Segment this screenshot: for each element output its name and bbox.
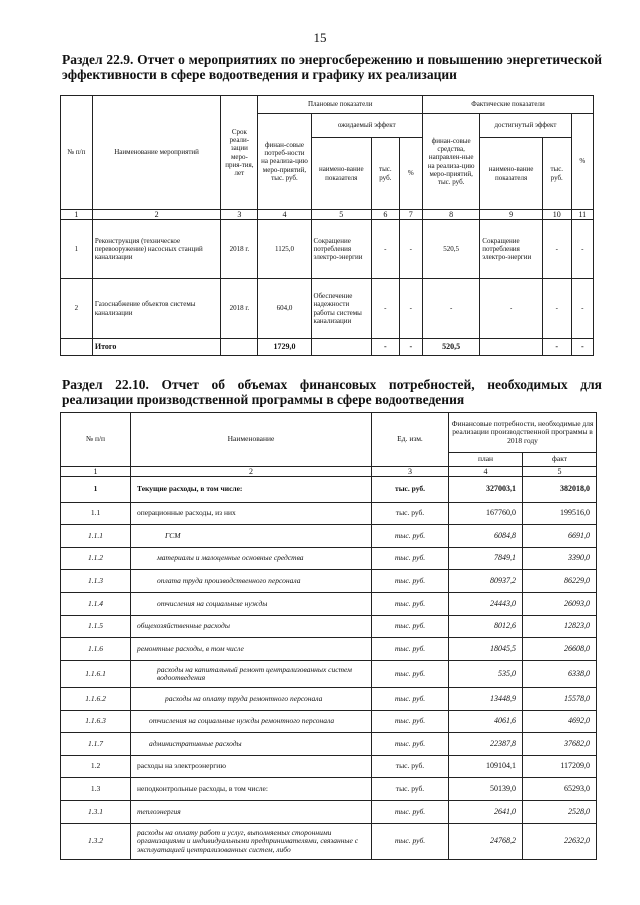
row-name: расходы на оплату труда ремонтного персонала [131, 688, 372, 711]
table-row [61, 593, 597, 616]
row-num: 1.1.1 [61, 525, 131, 548]
row-term: 2018 г. [221, 279, 258, 339]
row-num: 1.3 [61, 778, 131, 801]
header-percent: % [399, 138, 422, 210]
row-unit: тыс. руб. [372, 733, 449, 756]
header-num: № п/п [61, 96, 93, 210]
table-row [61, 688, 597, 711]
section-22-10-title: Раздел 22.10. Отчет об объемах финансовых потребностей, необходимых для реализации производственной программы в сфере водоотведения [62, 377, 602, 407]
row-name: теплоэнергия [131, 801, 372, 824]
table-row [61, 824, 597, 860]
row-name: расходы на оплату работ и услуг, выполняемых сторонними организациями и индивидуальными предпринимателями, связанные с эксплуатацией централизованных систем, либо [131, 824, 372, 860]
header-name: Наименование [131, 413, 372, 467]
row-fact: 3390,0 [523, 548, 597, 570]
row-plan-fin: 604,0 [258, 279, 311, 339]
table-row [61, 661, 597, 688]
row-plan: 327003,1 [449, 477, 523, 503]
row-fact: 382018,0 [523, 477, 597, 503]
row-fact: 6691,0 [523, 525, 597, 548]
total-plan-fin: 1729,0 [258, 339, 311, 356]
row-fact: 12823,0 [523, 616, 597, 638]
row-num: 1.1 [61, 503, 131, 525]
row-unit: тыс. руб. [372, 570, 449, 593]
row-num: 1.1.5 [61, 616, 131, 638]
row-plan: 535,0 [449, 661, 523, 688]
row-plan-indicator: Обеспечение надежности работы системы канализации [311, 279, 372, 339]
total-plan-rub: - [372, 339, 400, 356]
total-row [61, 339, 594, 356]
row-unit: тыс. руб. [372, 616, 449, 638]
row-name: отчисления на социальные нужды [131, 593, 372, 616]
table-row [61, 801, 597, 824]
row-plan: 7849,1 [449, 548, 523, 570]
row-unit: тыс. руб. [372, 638, 449, 661]
row-unit: тыс. руб. [372, 711, 449, 733]
row-num: 1.1.2 [61, 548, 131, 570]
row-fact: 65293,0 [523, 778, 597, 801]
table-row [61, 616, 597, 638]
row-fact: 199516,0 [523, 503, 597, 525]
row-unit: тыс. руб. [372, 778, 449, 801]
row-name: расходы на электроэнергию [131, 756, 372, 778]
table-row [61, 711, 597, 733]
row-fact-pct: - [571, 220, 593, 279]
row-num: 2 [61, 279, 93, 339]
table-row [61, 279, 594, 339]
row-num: 1.1.6.1 [61, 661, 131, 688]
header-name: Наименование мероприятий [92, 96, 220, 210]
row-plan: 24443,0 [449, 593, 523, 616]
row-fact: 86229,0 [523, 570, 597, 593]
row-unit: тыс. руб. [372, 661, 449, 688]
row-plan: 167760,0 [449, 503, 523, 525]
column-number: 10 [542, 210, 571, 220]
row-fact-fin: 520,5 [422, 220, 479, 279]
header-percent-fact: % [571, 114, 593, 210]
column-number: 2 [131, 467, 372, 477]
column-number: 6 [372, 210, 400, 220]
total-fact-fin: 520,5 [422, 339, 479, 356]
row-fact-indicator: Сокращение потребления электро-энергии [480, 220, 543, 279]
row-fact: 37682,0 [523, 733, 597, 756]
row-plan: 109104,1 [449, 756, 523, 778]
header-plan-group: Плановые показатели [258, 96, 423, 114]
total-label: Итого [92, 339, 220, 356]
column-number: 9 [480, 210, 543, 220]
row-num: 1 [61, 477, 131, 503]
row-fact-rub: - [542, 220, 571, 279]
row-unit: тыс. руб. [372, 688, 449, 711]
row-name: Реконструкция (техническое перевооружение) насосных станций канализации [92, 220, 220, 279]
row-name: расходы на капитальный ремонт централизованных систем водоотведения [131, 661, 372, 688]
table-row [61, 477, 597, 503]
section-22-9-title: Раздел 22.9. Отчет о мероприятиях по энергосбережению и повышению энергетической эффективности в сфере водоотведения и графику их реализации [62, 52, 602, 82]
column-number: 5 [311, 210, 372, 220]
total-fact-pct: - [571, 339, 593, 356]
column-number: 1 [61, 210, 93, 220]
column-number: 4 [449, 467, 523, 477]
header-term: Срок реали-зации меро-прия-тия, лет [221, 96, 258, 210]
row-name: оплата труда производственного персонала [131, 570, 372, 593]
row-term: 2018 г. [221, 220, 258, 279]
row-num: 1.3.1 [61, 801, 131, 824]
row-num: 1.1.6 [61, 638, 131, 661]
row-num: 1 [61, 220, 93, 279]
header-ind-name-fact: наимено-вание показателя [480, 138, 543, 210]
row-plan: 24768,2 [449, 824, 523, 860]
row-fact: 2528,0 [523, 801, 597, 824]
header-fact-fin: финан-совые средства, направлен-ные на реализа-цию меро-приятий, тыс. руб. [422, 114, 479, 210]
header-unit: Ед. изм. [372, 413, 449, 467]
row-name: ремонтные расходы, в том числе [131, 638, 372, 661]
row-name: административные расходы [131, 733, 372, 756]
row-name: Газоснабжение объектов системы канализации [92, 279, 220, 339]
table-row [61, 570, 597, 593]
row-plan: 22387,8 [449, 733, 523, 756]
header-ind-name: наимено-вание показателя [311, 138, 372, 210]
row-fact: 4692,0 [523, 711, 597, 733]
row-fact-pct: - [571, 279, 593, 339]
row-name: отчисления на социальные нужды ремонтного персонала [131, 711, 372, 733]
row-plan: 4061,6 [449, 711, 523, 733]
row-plan: 18045,5 [449, 638, 523, 661]
total-plan-pct: - [399, 339, 422, 356]
row-num: 1.1.3 [61, 570, 131, 593]
row-num: 1.1.6.2 [61, 688, 131, 711]
row-unit: тыс. руб. [372, 477, 449, 503]
column-number: 8 [422, 210, 479, 220]
table-row [61, 548, 597, 570]
row-plan: 2641,0 [449, 801, 523, 824]
header-thousand-rub: тыс. руб. [372, 138, 400, 210]
row-unit: тыс. руб. [372, 593, 449, 616]
header-plan-fin: финан-совые потреб-ности на реализа-цию меро-приятий, тыс. руб. [258, 114, 311, 210]
header-achieved-effect: достигнутый эффект [480, 114, 571, 138]
row-unit: тыс. руб. [372, 503, 449, 525]
column-number: 1 [61, 467, 131, 477]
row-plan: 6084,8 [449, 525, 523, 548]
header-thousand-rub-fact: тыс. руб. [542, 138, 571, 210]
row-plan-pct: - [399, 220, 422, 279]
row-fact: 15578,0 [523, 688, 597, 711]
column-number: 11 [571, 210, 593, 220]
row-fact-fin: - [422, 279, 479, 339]
table-row [61, 220, 594, 279]
row-name: операционные расходы, из них [131, 503, 372, 525]
row-name: Текущие расходы, в том числе: [131, 477, 372, 503]
row-fact: 22632,0 [523, 824, 597, 860]
column-number: 4 [258, 210, 311, 220]
row-plan: 80937,2 [449, 570, 523, 593]
row-unit: тыс. руб. [372, 801, 449, 824]
table-row [61, 638, 597, 661]
table-row [61, 733, 597, 756]
table-row [61, 525, 597, 548]
row-num: 1.1.6.3 [61, 711, 131, 733]
row-plan-rub: - [372, 279, 400, 339]
row-plan-rub: - [372, 220, 400, 279]
row-unit: тыс. руб. [372, 756, 449, 778]
header-fact: факт [523, 453, 597, 467]
header-plan: план [449, 453, 523, 467]
row-fact: 117209,0 [523, 756, 597, 778]
row-plan-fin: 1125,0 [258, 220, 311, 279]
column-number: 2 [92, 210, 220, 220]
page-number: 15 [313, 30, 327, 45]
column-number: 7 [399, 210, 422, 220]
row-fact: 6338,0 [523, 661, 597, 688]
financial-needs-table [60, 412, 597, 860]
row-fact-rub: - [542, 279, 571, 339]
row-num: 1.1.4 [61, 593, 131, 616]
row-num: 1.3.2 [61, 824, 131, 860]
row-fact: 26608,0 [523, 638, 597, 661]
energy-saving-table [60, 95, 594, 356]
row-plan-indicator: Сокращение потребления электро-энергии [311, 220, 372, 279]
header-fin-needs: Финансовые потребности, необходимые для реализации производственной программы в 2018 году [449, 413, 597, 453]
header-expected-effect: ожидаемый эффект [311, 114, 422, 138]
row-name: неподконтрольные расходы, в том числе: [131, 778, 372, 801]
row-unit: тыс. руб. [372, 525, 449, 548]
table-row [61, 756, 597, 778]
table-row [61, 778, 597, 801]
column-number: 3 [372, 467, 449, 477]
row-plan: 13448,9 [449, 688, 523, 711]
row-num: 1.1.7 [61, 733, 131, 756]
row-num: 1.2 [61, 756, 131, 778]
header-fact-group: Фактические показатели [422, 96, 593, 114]
row-plan: 50139,0 [449, 778, 523, 801]
row-plan-pct: - [399, 279, 422, 339]
column-number: 5 [523, 467, 597, 477]
row-name: материалы и малоценные основные средства [131, 548, 372, 570]
row-unit: тыс. руб. [372, 824, 449, 860]
table-row [61, 503, 597, 525]
total-fact-rub: - [542, 339, 571, 356]
row-unit: тыс. руб. [372, 548, 449, 570]
row-fact-indicator: - [480, 279, 543, 339]
header-num: № п/п [61, 413, 131, 467]
row-name: ГСМ [131, 525, 372, 548]
row-fact: 26093,0 [523, 593, 597, 616]
row-plan: 8012,6 [449, 616, 523, 638]
column-number: 3 [221, 210, 258, 220]
row-name: общехозяйственные расходы [131, 616, 372, 638]
